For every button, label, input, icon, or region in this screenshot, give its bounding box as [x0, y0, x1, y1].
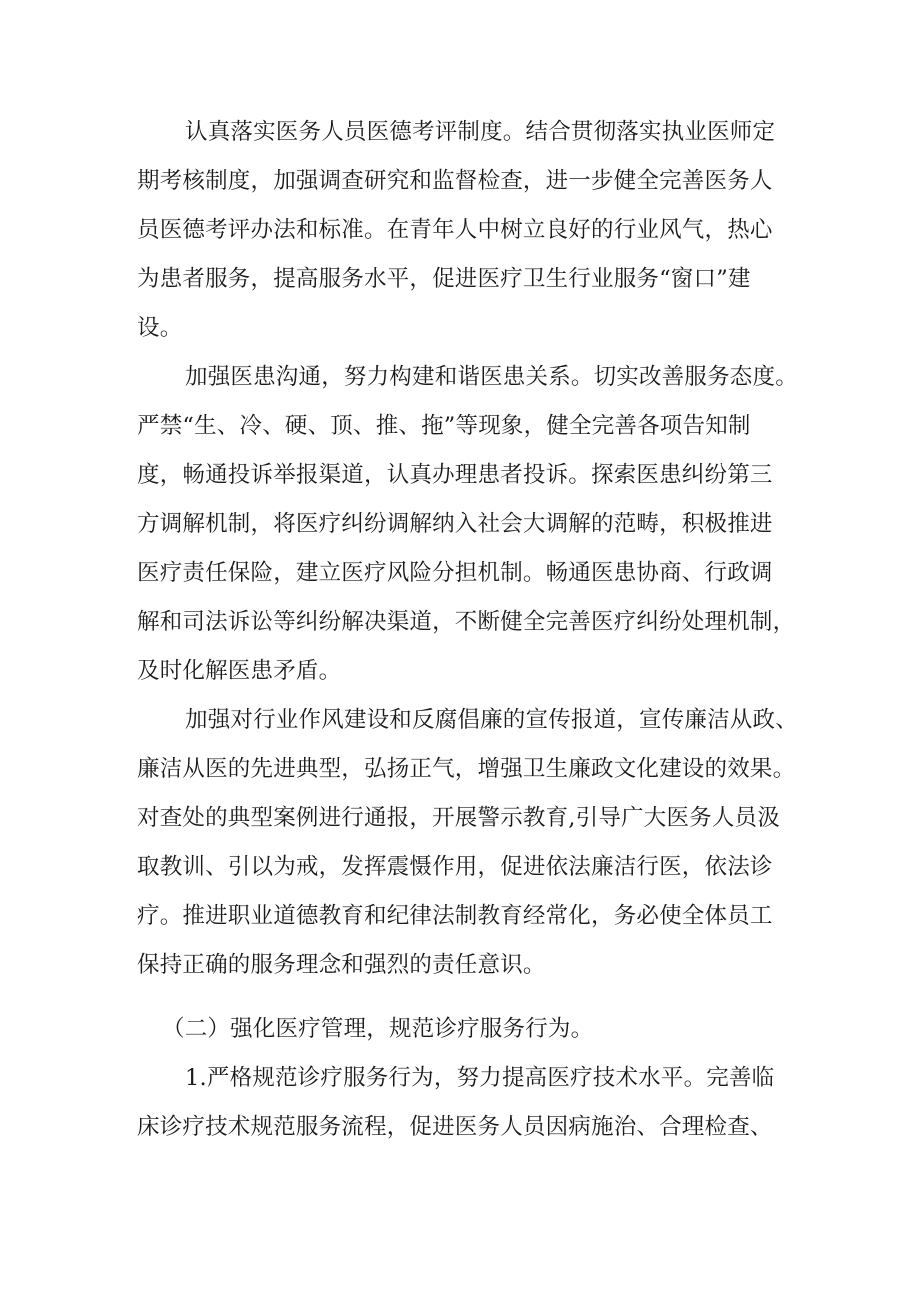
paragraph-1-line-5: 设。: [137, 315, 183, 341]
paragraph-3-line-5: 疗。推进职业道德教育和纪律法制教育经常化，务必使全体员工: [137, 903, 773, 929]
paragraph-3-line-6: 保持正确的服务理念和强烈的责任意识。: [137, 952, 546, 978]
paragraph-2-line-6: 解和司法诉讼等纠纷解决渠道，不断健全完善医疗纠纷处理机制，: [137, 609, 796, 635]
paragraph-4-line-2: 床诊疗技术规范服务流程，促进医务人员因病施治、合理检查、: [137, 1114, 773, 1140]
paragraph-2-line-5: 医疗责任保险，建立医疗风险分担机制。畅通医患协商、行政调: [137, 560, 773, 586]
paragraph-1-line-2: 期考核制度，加强调查研究和监督检查，进一步健全完善医务人: [137, 168, 773, 194]
paragraph-1-line-3: 员医德考评办法和标准。在青年人中树立良好的行业风气，热心: [137, 217, 773, 243]
paragraph-4-line-1: 1.严格规范诊疗服务行为，努力提高医疗技术水平。完善临: [185, 1065, 775, 1091]
paragraph-1-line-1: 认真落实医务人员医德考评制度。结合贯彻落实执业医师定: [185, 119, 776, 145]
section-heading: （二）强化医疗管理，规范诊疗服务行为。: [162, 1016, 594, 1042]
paragraph-3-line-2: 廉洁从医的先进典型，弘扬正气，增强卫生廉政文化建设的效果。: [137, 756, 796, 782]
paragraph-3-line-3: 对查处的典型案例进行通报，开展警示教育,引导广大医务人员汲: [137, 805, 780, 831]
paragraph-2-line-4: 方调解机制，将医疗纠纷调解纳入社会大调解的范畴，积极推进: [137, 511, 773, 537]
paragraph-2-line-3: 度，畅通投诉举报渠道，认真办理患者投诉。探索医患纠纷第三: [137, 462, 773, 488]
paragraph-1-line-4: 为患者服务，提高服务水平，促进医疗卫生行业服务“窗口”建: [137, 266, 751, 292]
paragraph-2-line-2: 严禁“生、冷、硬、顶、推、拖”等现象，健全完善各项告知制: [137, 413, 751, 439]
paragraph-2-line-1: 加强医患沟通，努力构建和谐医患关系。切实改善服务态度。: [185, 364, 798, 390]
paragraph-3-line-1: 加强对行业作风建设和反腐倡廉的宣传报道，宣传廉洁从政、: [185, 707, 798, 733]
paragraph-3-line-4: 取教训、引以为戒，发挥震慑作用，促进依法廉洁行医，依法诊: [137, 854, 773, 880]
paragraph-2-line-7: 及时化解医患矛盾。: [137, 658, 342, 684]
